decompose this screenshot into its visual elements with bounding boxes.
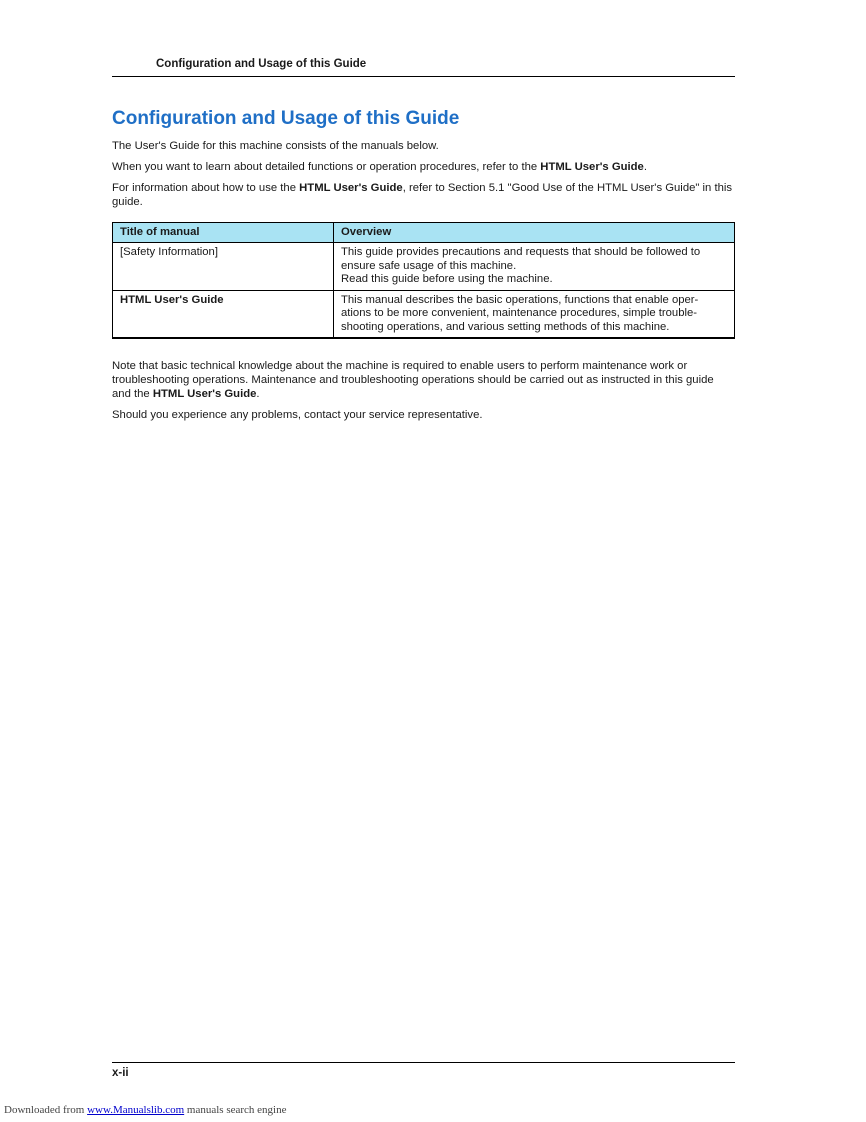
page-title: Configuration and Usage of this Guide bbox=[112, 108, 460, 129]
knowledge-note bbox=[112, 359, 735, 401]
contact-note: Should you experience any problems, contact your service representative. bbox=[112, 409, 483, 421]
manual-overview-cell bbox=[334, 290, 735, 338]
manual-overview-cell bbox=[334, 243, 735, 291]
overview-line: shooting operations, and various setting methods of this machine. bbox=[341, 320, 670, 333]
overview-line: This guide provides precautions and requests that should be followed to bbox=[341, 246, 701, 258]
manual-title-cell: HTML User's Guide bbox=[113, 290, 334, 338]
overview-line: ations to be more convenient, maintenance procedures, simple trouble- bbox=[341, 307, 698, 319]
html-guide-name: HTML User's Guide bbox=[152, 388, 257, 400]
column-header-overview: Overview bbox=[334, 223, 735, 243]
page-content bbox=[112, 108, 735, 429]
overview-line: ensure safe usage of this machine. bbox=[341, 259, 517, 272]
download-prefix: Downloaded from bbox=[4, 1104, 88, 1116]
intro-paragraph bbox=[112, 139, 735, 153]
html-guide-name: HTML User's Guide bbox=[540, 161, 644, 173]
intro-text: The User's Guide for this machine consists of the manuals below. bbox=[112, 140, 439, 152]
table-row bbox=[113, 243, 735, 291]
reference-paragraph bbox=[112, 160, 735, 174]
reference-text-suffix: . bbox=[643, 161, 647, 173]
usage-text-suffix: , refer to Section 5.1 "Good Use of the HTML User's Guide" in this guide. bbox=[112, 182, 733, 208]
html-guide-name: HTML User's Guide bbox=[299, 182, 403, 194]
table-row bbox=[113, 290, 735, 338]
knowledge-note-prefix: Note that basic technical knowledge about the machine is required to enable users to perform maintenance work or troubleshooting operations. Maintenance and troubleshooting operations should be carried out as instructed in this guide and the bbox=[112, 360, 714, 400]
footer-rule bbox=[112, 1062, 735, 1063]
running-header bbox=[112, 56, 735, 77]
column-header-title: Title of manual bbox=[113, 223, 334, 243]
reference-text-prefix: When you want to learn about detailed functions or operation procedures, refer to the bbox=[112, 161, 541, 173]
download-attribution bbox=[4, 1104, 286, 1116]
table-header-row bbox=[113, 223, 735, 243]
knowledge-note-suffix: . bbox=[256, 388, 260, 400]
page-number: x-ii bbox=[112, 1067, 129, 1079]
download-suffix: manuals search engine bbox=[184, 1104, 287, 1116]
running-header-title: Configuration and Usage of this Guide bbox=[156, 58, 367, 70]
overview-line: This manual describes the basic operations, functions that enable oper- bbox=[341, 293, 699, 306]
usage-paragraph bbox=[112, 181, 735, 209]
manuals-table bbox=[112, 222, 735, 339]
manualslib-link[interactable]: www.Manualslib.com bbox=[87, 1104, 185, 1116]
manual-title-cell: [Safety Information] bbox=[113, 243, 334, 291]
notes-section bbox=[112, 359, 735, 422]
overview-line: Read this guide before using the machine. bbox=[341, 273, 553, 285]
usage-text-prefix: For information about how to use the bbox=[112, 182, 300, 194]
